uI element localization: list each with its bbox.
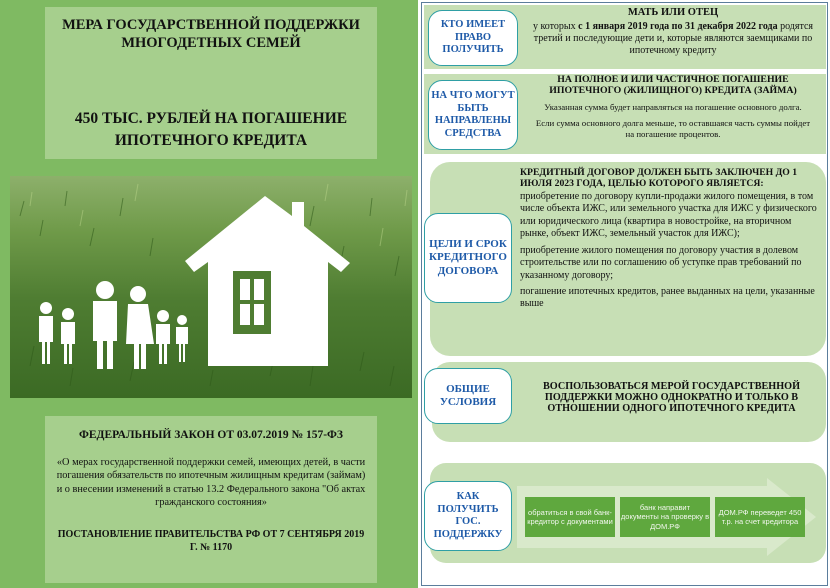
goals-item-2: приобретение жилого помещения по договору участия в долевом строительстве или по соглашению об уступке прав требований по указанному договору; — [520, 245, 802, 281]
main-title: МЕРА ГОСУДАРСТВЕННОЙ ПОДДЕРЖКИ МНОГОДЕТНЫХ СЕМЕЙ — [62, 17, 360, 51]
purpose-heading: НА ПОЛНОЕ И ИЛИ ЧАСТИЧНОЕ ПОГАШЕНИЕ ИПОТЕЧНОГО (ЖИЛИЩНОГО) КРЕДИТА (ЗАЙМА) — [549, 74, 797, 96]
law-box — [45, 416, 377, 583]
goals-content — [520, 167, 820, 311]
conditions-text: ВОСПОЛЬЗОВАТЬСЯ МЕРОЙ ГОСУДАРСТВЕННОЙ ПОДДЕРЖКИ МОЖНО ОДНОКРАТНО И ТОЛЬКО В ОТНОШЕНИИ ОДНОГО ИПОТЕЧНОГО КРЕДИТА — [543, 381, 800, 415]
law-title: ФЕДЕРАЛЬНЫЙ ЗАКОН ОТ 03.07.2019 № 157-ФЗ — [79, 429, 343, 441]
step-1: обратиться в свой банк-кредитор с документами — [525, 497, 615, 537]
amount-title: 450 ТЫС. РУБЛЕЙ НА ПОГАШЕНИЕ ИПОТЕЧНОГО КРЕДИТА — [74, 110, 348, 149]
law-text: «О мерах государственной поддержки семей, имеющих детей, в части погашения обязательств по ипотечным жилищным кредитам (займам) и о внесении изменений в статью 13.2 Федерального закона "Об актах гражданского состояния» — [56, 457, 366, 509]
who-text: у которых с 1 января 2019 года по 31 декабря 2022 года родятся третий и последующие дети и, которые являются заемщиками по ипотечному кредиту — [532, 21, 814, 56]
who-label: КТО ИМЕЕТ ПРАВО ПОЛУЧИТЬ — [428, 10, 518, 66]
goals-heading: КРЕДИТНЫЙ ДОГОВОР ДОЛЖЕН БЫТЬ ЗАКЛЮЧЕН ДО 1 ИЮЛЯ 2023 ГОДА, ЦЕЛЬЮ КОТОРОГО ЯВЛЯЕТСЯ: — [520, 167, 798, 189]
goals-item-1: приобретение по договору купли-продажи жилого помещения, в том числе объекта ИЖС, или земельного участка для ИЖС у физического или юридического лица (квартира в новостройке, на вторичном рынке, объект ИЖС, земельный участок для ИЖС); — [520, 191, 817, 239]
goals-item-3: погашение ипотечных кредитов, ранее выданных на цели, указанные выше — [520, 286, 815, 310]
who-content — [527, 7, 819, 57]
purpose-text-1: Указанная сумма будет направляться на погашение основного долга. — [544, 102, 802, 112]
conditions-label: ОБЩИЕ УСЛОВИЯ — [424, 368, 512, 424]
title-box — [45, 7, 377, 159]
step-2: банк направит документы на проверку в ДОМ.РФ — [620, 497, 710, 537]
family-house-photo — [10, 176, 412, 398]
family-house-illustration — [10, 176, 412, 398]
decree-text: ПОСТАНОВЛЕНИЕ ПРАВИТЕЛЬСТВА РФ ОТ 7 СЕНТЯБРЯ 2019 Г. № 1170 — [57, 528, 365, 553]
purpose-text-2: Если сумма основного долга меньше, то оставшаяся часть суммы пойдет на погашение процентов. — [535, 118, 811, 139]
step-3: ДОМ.РФ переведет 450 т.р. на счет кредитора — [715, 497, 805, 537]
who-heading: МАТЬ ИЛИ ОТЕЦ — [627, 7, 719, 18]
goals-label: ЦЕЛИ И СРОК КРЕДИТНОГО ДОГОВОРА — [424, 213, 512, 303]
purpose-label: НА ЧТО МОГУТ БЫТЬ НАПРАВЛЕНЫ СРЕДСТВА — [428, 80, 518, 150]
purpose-content — [525, 74, 821, 140]
how-label: КАК ПОЛУЧИТЬ ГОС. ПОДДЕРЖКУ — [424, 481, 512, 551]
